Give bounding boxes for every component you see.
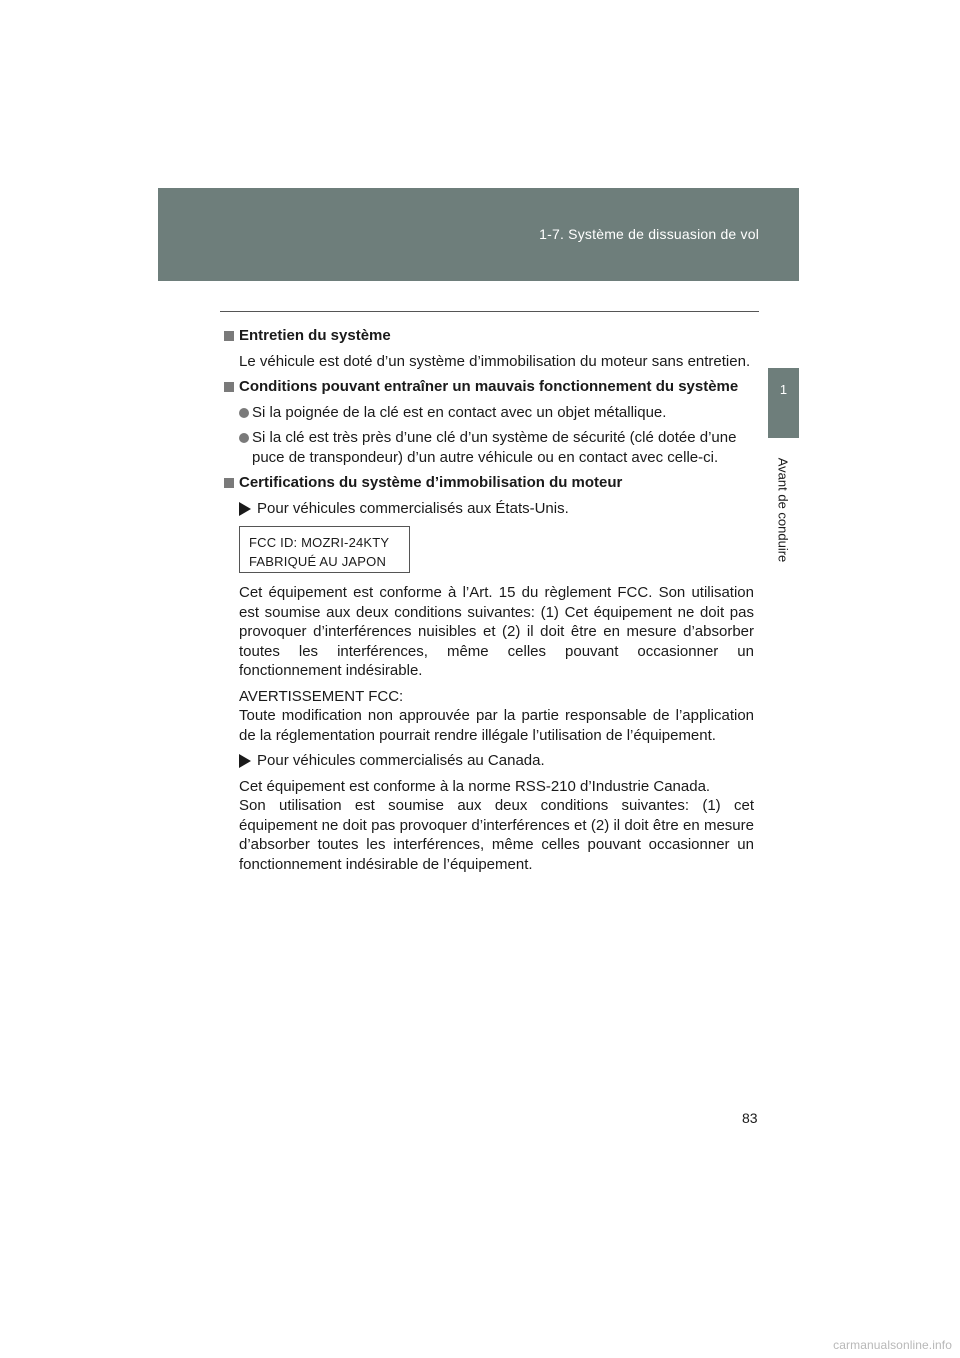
page-content	[224, 326, 754, 880]
fcc-warning-text: Toute modification non approuvée par la partie responsable de l’application de la réglementation pourrait rendre illégale l’utilisation de l’équipement.	[239, 707, 754, 744]
page-number: 83	[742, 1110, 758, 1126]
list-item	[239, 428, 754, 467]
heading-maintenance	[224, 326, 754, 346]
canada-vehicles-label-text: Pour véhicules commercialisés au Canada.	[257, 752, 545, 769]
heading-maintenance-text: Entretien du système	[239, 327, 391, 344]
section-title: 1-7. Système de dissuasion de vol	[539, 226, 759, 242]
canada-compliance-line: Cet équipement est conforme à la norme RSS-210 d’Industrie Canada.	[239, 777, 711, 795]
chapter-label: Avant de conduire	[775, 457, 791, 563]
heading-certifications	[224, 473, 754, 493]
list-item	[239, 403, 754, 423]
fcc-warning	[239, 687, 754, 746]
square-bullet-icon	[224, 478, 234, 488]
triangle-arrow-icon	[239, 754, 251, 768]
square-bullet-icon	[224, 331, 234, 341]
list-item-text: Si la clé est très près d’une clé d’un système de sécurité (clé dotée d’une puce de transpondeur) d’un autre véhicule ou en contact avec celle-ci.	[252, 429, 737, 466]
us-vehicles-label	[239, 499, 754, 519]
fcc-warning-title: AVERTISSEMENT FCC:	[239, 687, 404, 705]
canada-compliance-text: Son utilisation est soumise aux deux conditions suivantes: (1) cet équipement ne doit pas provoquer d’interférences et (2) il doit être en mesure d’absorber toutes les interférences, même celles pouvant occasionner un fonctionnement indésirable de l’équipement.	[239, 797, 754, 873]
made-in-label: FABRIQUÉ AU JAPON	[249, 554, 387, 569]
round-bullet-icon	[239, 408, 249, 418]
canada-compliance	[239, 777, 754, 875]
chapter-number: 1	[779, 382, 788, 397]
heading-certifications-text: Certifications du système d’immobilisation du moteur	[239, 474, 623, 491]
round-bullet-icon	[239, 433, 249, 443]
list-item-text: Si la poignée de la clé est en contact avec un objet métallique.	[252, 403, 667, 421]
section-header-band	[158, 188, 799, 281]
us-vehicles-label-text: Pour véhicules commercialisés aux États-Unis.	[257, 499, 569, 517]
square-bullet-icon	[224, 382, 234, 392]
fcc-label-box	[239, 526, 410, 573]
header-rule	[220, 311, 759, 312]
fcc-id: FCC ID: MOZRI-24KTY	[249, 535, 390, 550]
canada-vehicles-label	[239, 751, 754, 771]
heading-malfunction-text: Conditions pouvant entraîner un mauvais fonctionnement du système	[239, 378, 739, 395]
fcc-compliance-text: Cet équipement est conforme à l’Art. 15 du règlement FCC. Son utilisation est soumise aux deux conditions suivantes: (1) Cet équipement ne doit pas provoquer d’interférences nuisibles et (2) il doit être en mesure d’absorber toutes les interférences, même celles pouvant occasionner un fonctionnement indésirable.	[239, 584, 754, 679]
watermark: carmanualsonline.info	[833, 1338, 952, 1352]
triangle-arrow-icon	[239, 502, 251, 516]
maintenance-text: Le véhicule est doté d’un système d’immobilisation du moteur sans entretien.	[239, 352, 751, 370]
chapter-tab	[768, 368, 799, 438]
heading-malfunction	[224, 377, 754, 397]
